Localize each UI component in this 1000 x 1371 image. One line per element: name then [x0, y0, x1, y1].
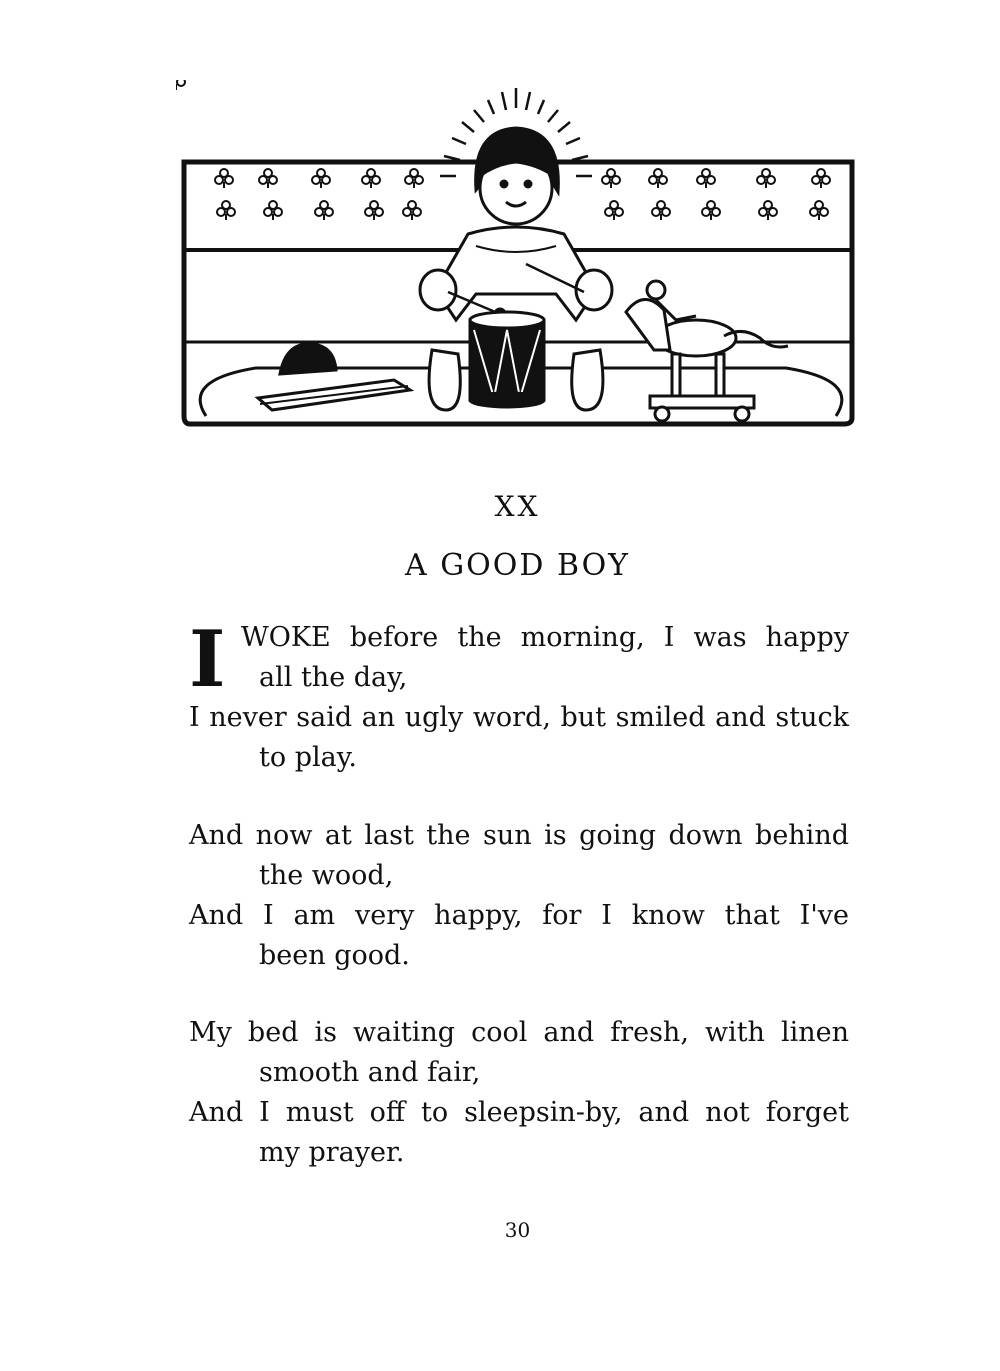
line-text: And I am very happy, for I know that I've: [189, 900, 849, 931]
stanza-2: [189, 816, 849, 976]
line-continuation: to play.: [259, 742, 357, 773]
line-continuation: the wood,: [259, 860, 394, 891]
stanza-1: [189, 614, 849, 778]
chapter-numeral: XX: [494, 490, 541, 523]
line-text: My bed is waiting cool and fresh, with linen: [189, 1017, 849, 1048]
rocking-horse-icon: [626, 281, 788, 421]
drum-icon: [470, 312, 544, 407]
ball-icon: [280, 344, 336, 374]
line-text: WOKE before the morning, I was happy: [241, 622, 849, 653]
line-text: And I must off to sleepsin-by, and not forget: [189, 1097, 849, 1128]
page-number: 30: [504, 1218, 531, 1242]
book-icon: [258, 380, 410, 410]
drop-cap: I: [189, 614, 226, 705]
line-continuation: all the day,: [259, 662, 408, 693]
stanza-3: [189, 1013, 849, 1173]
line-text: And now at last the sun is going down behind: [189, 820, 849, 851]
poem-line: [189, 698, 849, 778]
poem-line: [189, 614, 849, 705]
header-illustration: [176, 80, 860, 430]
line-text: I never said an ugly word, but smiled and stuck: [189, 702, 849, 733]
poem-line: [189, 896, 849, 976]
poem-line: [189, 816, 849, 896]
line-continuation: smooth and fair,: [259, 1057, 481, 1088]
line-continuation: been good.: [259, 940, 410, 971]
poem-title: A GOOD BOY: [405, 548, 630, 583]
line-continuation: my prayer.: [259, 1137, 405, 1168]
poem-line: [189, 1013, 849, 1093]
poem-line: [189, 1093, 849, 1173]
